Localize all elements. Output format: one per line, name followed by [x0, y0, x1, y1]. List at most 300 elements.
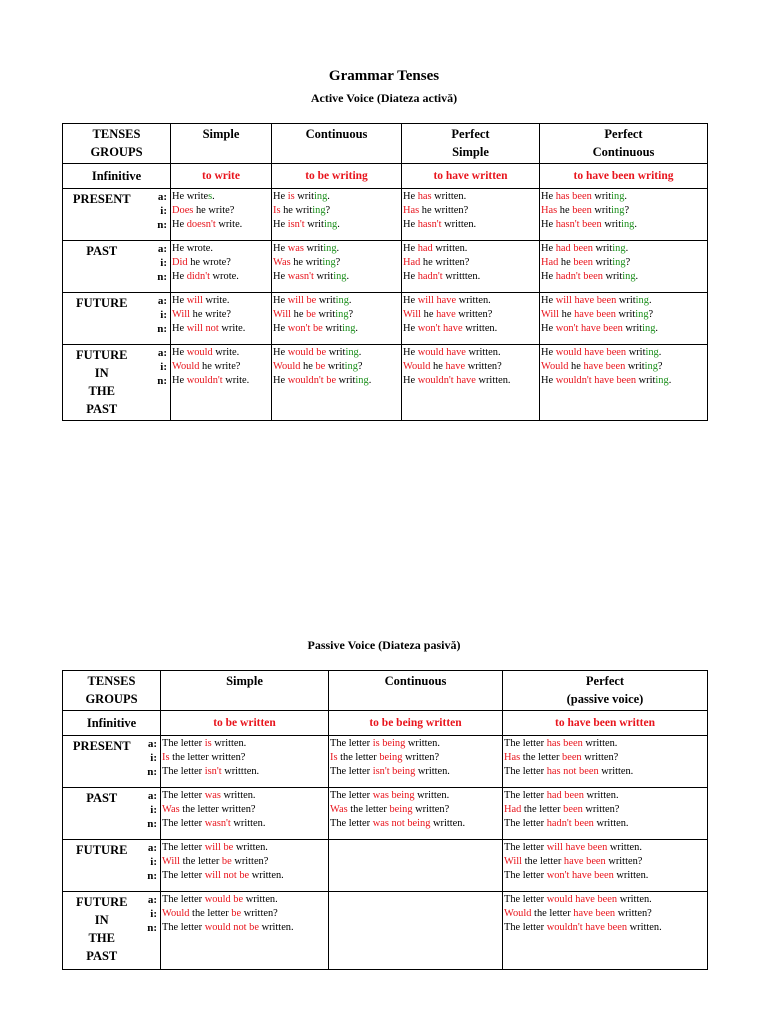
auxiliary-text: will [186, 295, 203, 306]
plain-text: written. [405, 738, 440, 749]
plain-text: ? [648, 309, 654, 320]
example-sentence [403, 346, 539, 360]
example-sentence [273, 346, 401, 360]
auxiliary-text: wouldn't have [417, 375, 476, 386]
auxiliary-text: Will [172, 309, 191, 320]
example-sentence [403, 308, 539, 322]
ending-text: s [208, 191, 213, 202]
example-sentence [330, 803, 502, 817]
sentence-type-labels [141, 736, 161, 788]
auxiliary-text: would have been [546, 894, 618, 905]
plain-text: he [557, 205, 573, 216]
sentence-type-label: n: [157, 271, 167, 283]
plain-text: ? [624, 205, 630, 216]
auxiliary-text: isn't [204, 766, 222, 777]
sentence-type-label: a: [157, 191, 167, 203]
auxiliary-text: will not be [204, 870, 250, 881]
example-sentence [172, 190, 271, 204]
passive-voice-subtitle: Passive Voice (Diateza pasivă) [307, 638, 461, 652]
plain-text: writ [625, 361, 645, 372]
plain-text: The letter [504, 738, 547, 749]
plain-text: written. [243, 894, 278, 905]
example-sentence [162, 841, 328, 855]
plain-text: . [336, 243, 340, 254]
sentence-type-labels [141, 241, 171, 293]
plain-text: The letter [162, 922, 205, 933]
auxiliary-text: Was [162, 804, 180, 815]
example-sentence [541, 346, 707, 360]
example-sentence [172, 322, 271, 336]
plain-text: The letter [162, 894, 205, 905]
example-sentence [172, 270, 271, 284]
plain-text: He [541, 323, 556, 334]
auxiliary-text: wouldn't be [287, 375, 337, 386]
example-cell [503, 736, 708, 788]
header-text: GROUPS [90, 145, 143, 159]
auxiliary-text: had [417, 243, 433, 254]
plain-text: He [403, 375, 418, 386]
tense-row [63, 241, 708, 293]
header-text: Perfect [604, 127, 643, 141]
plain-text: writ [322, 323, 343, 334]
infinitive-form: to have been written [503, 711, 708, 736]
plain-text: write. [215, 219, 243, 230]
example-sentence [541, 256, 707, 270]
plain-text: write. [212, 347, 240, 358]
plain-text: . [635, 271, 639, 282]
auxiliary-text: isn't being [372, 766, 416, 777]
example-sentence [504, 869, 707, 883]
infinitive-row [63, 164, 708, 189]
ending-text: ing [314, 191, 328, 202]
sentence-type-label: n: [147, 922, 157, 934]
infinitive-row [63, 711, 708, 736]
example-sentence [162, 893, 328, 907]
example-sentence [541, 190, 707, 204]
auxiliary-text: Had [541, 257, 559, 268]
auxiliary-text: would be [204, 894, 244, 905]
example-sentence [273, 374, 401, 388]
plain-text: writ [615, 309, 636, 320]
plain-text: written? [581, 752, 619, 763]
ending-text: ing [335, 309, 349, 320]
auxiliary-text: will be [287, 295, 317, 306]
plain-text: He [172, 295, 187, 306]
tense-text: PAST [86, 949, 118, 963]
plain-text: . [648, 295, 652, 306]
example-sentence [172, 346, 271, 360]
auxiliary-text: Has [504, 752, 521, 763]
plain-text: writ [622, 323, 643, 334]
auxiliary-text: Had [504, 804, 522, 815]
example-sentence [403, 270, 539, 284]
auxiliary-text: Will [504, 856, 523, 867]
auxiliary-text: wasn't [204, 818, 231, 829]
plain-text: written. [465, 347, 501, 358]
example-sentence [330, 789, 502, 803]
tense-row [63, 345, 708, 421]
plain-text: He [541, 295, 556, 306]
auxiliary-text: hadn't been [546, 818, 594, 829]
plain-text: written. [593, 818, 629, 829]
example-cell [272, 293, 402, 345]
auxiliary-text: was [204, 790, 221, 801]
plain-text: He [172, 271, 187, 282]
plain-text: He [403, 219, 418, 230]
auxiliary-text: Has [403, 205, 420, 216]
example-cell [161, 840, 329, 892]
auxiliary-text: will not [186, 323, 219, 334]
plain-text: The letter [504, 894, 547, 905]
plain-text: He [541, 271, 556, 282]
ending-text: ing [322, 257, 336, 268]
plain-text: written. [617, 894, 652, 905]
plain-text: written. [441, 219, 477, 230]
auxiliary-text: has been [546, 738, 583, 749]
sentence-type-label: i: [160, 309, 167, 321]
auxiliary-text: won't have been [546, 870, 614, 881]
infinitive-form: to be written [161, 711, 329, 736]
plain-text: written. [258, 922, 294, 933]
sentence-type-label: n: [157, 219, 167, 231]
tense-row [63, 788, 708, 840]
plain-text: writ [316, 295, 336, 306]
auxiliary-text: Was [330, 804, 348, 815]
auxiliary-text: be [221, 856, 232, 867]
auxiliary-text: is [287, 191, 295, 202]
sentence-type-label: i: [150, 804, 157, 816]
ending-text: ing [342, 323, 356, 334]
tense-text: THE [88, 384, 115, 398]
plain-text: written. [430, 818, 466, 829]
tense-name [63, 840, 141, 892]
column-header [540, 124, 708, 164]
plain-text: he writ [290, 257, 323, 268]
plain-text: writ [591, 191, 612, 202]
auxiliary-text: would [186, 347, 213, 358]
plain-text: He [541, 191, 556, 202]
plain-text: The letter [162, 766, 205, 777]
plain-text: He wrote. [172, 243, 213, 254]
example-sentence [162, 737, 328, 751]
auxiliary-text: Does [172, 205, 194, 216]
plain-text: write. [202, 295, 230, 306]
tense-name [63, 293, 141, 345]
plain-text: writ [602, 271, 623, 282]
infinitive-form: to have written [402, 164, 540, 189]
plain-text: He [403, 191, 418, 202]
example-sentence [162, 817, 328, 831]
plain-text: writ [336, 375, 356, 386]
auxiliary-text: had been [546, 790, 584, 801]
plain-text: he [421, 309, 437, 320]
sentence-type-label: a: [147, 738, 157, 750]
plain-text: writ [315, 309, 336, 320]
tense-text: PAST [86, 402, 118, 416]
auxiliary-text: has been [555, 191, 592, 202]
auxiliary-text: Did [172, 257, 188, 268]
plain-text: written? [615, 908, 652, 919]
plain-text: The letter [504, 818, 547, 829]
plain-text: . [624, 191, 628, 202]
auxiliary-text: Is [330, 752, 338, 763]
tense-text: THE [88, 931, 115, 945]
plain-text: ? [625, 257, 631, 268]
ending-text: ing [312, 205, 326, 216]
column-header [272, 124, 402, 164]
sentence-type-label: a: [147, 894, 157, 906]
auxiliary-text: hasn't [417, 219, 442, 230]
plain-text: . [368, 375, 372, 386]
plain-text: . [327, 191, 330, 202]
plain-text: the letter [347, 804, 390, 815]
example-sentence [403, 374, 539, 388]
auxiliary-text: won't have been [555, 323, 623, 334]
example-sentence [504, 751, 707, 765]
tense-text: FUTURE [76, 348, 128, 362]
auxiliary-text: was [287, 243, 304, 254]
plain-text: He [403, 243, 418, 254]
example-sentence [172, 242, 271, 256]
auxiliary-text: be [231, 908, 242, 919]
auxiliary-text: Would [273, 361, 301, 372]
plain-text: He [541, 375, 556, 386]
ending-text: ing [645, 347, 659, 358]
plain-text: The letter [162, 738, 205, 749]
auxiliary-text: being [379, 752, 403, 763]
example-sentence [504, 907, 707, 921]
header-text: TENSES [87, 674, 136, 688]
plain-text: He write [172, 191, 209, 202]
sentence-type-label: a: [147, 790, 157, 802]
plain-text: written. [456, 295, 491, 306]
auxiliary-text: didn't [186, 271, 210, 282]
example-sentence [541, 204, 707, 218]
example-sentence [162, 803, 328, 817]
auxiliary-text: would not be [204, 922, 259, 933]
example-sentence [172, 374, 271, 388]
plain-text: written? [582, 804, 620, 815]
header-row [63, 671, 708, 711]
header-text: Simple [226, 674, 263, 688]
ending-text: ing [323, 243, 337, 254]
example-cell [402, 241, 540, 293]
example-sentence [172, 360, 271, 374]
sentence-type-label: i: [160, 257, 167, 269]
plain-text: The letter [330, 766, 373, 777]
plain-text: he write? [190, 309, 232, 320]
plain-text: The letter [504, 766, 547, 777]
plain-text: he wrote? [187, 257, 231, 268]
example-sentence [541, 360, 707, 374]
example-sentence [162, 869, 328, 883]
plain-text: . [358, 347, 362, 358]
example-cell [329, 736, 503, 788]
plain-text: he writ [280, 205, 313, 216]
ending-text: ing [344, 361, 358, 372]
auxiliary-text: hasn't been [555, 219, 602, 230]
auxiliary-text: Would [541, 361, 569, 372]
auxiliary-text: wasn't [287, 271, 314, 282]
auxiliary-text: be [306, 309, 316, 320]
plain-text: The letter [330, 738, 373, 749]
example-cell [329, 840, 503, 892]
example-sentence [162, 789, 328, 803]
example-sentence [504, 803, 707, 817]
auxiliary-text: hadn't [417, 271, 443, 282]
infinitive-form: to have been writing [540, 164, 708, 189]
example-cell [540, 189, 708, 241]
plain-text: He [273, 243, 288, 254]
auxiliary-text: Was [273, 257, 291, 268]
auxiliary-text: have been [563, 856, 606, 867]
plain-text: written. [583, 790, 619, 801]
plain-text: He [273, 271, 288, 282]
example-cell [171, 189, 272, 241]
plain-text: written. [230, 818, 266, 829]
plain-text: he [568, 361, 584, 372]
sentence-type-labels [141, 892, 161, 970]
sentence-type-label: n: [157, 375, 167, 387]
plain-text: The letter [330, 818, 373, 829]
plain-text: The letter [162, 842, 205, 853]
plain-text: the letter written? [169, 752, 246, 763]
example-sentence [172, 308, 271, 322]
plain-text: written. [582, 738, 618, 749]
example-cell [540, 241, 708, 293]
example-cell [503, 892, 708, 970]
example-sentence [273, 204, 401, 218]
plain-text: writ [616, 295, 636, 306]
plain-text: He [403, 295, 418, 306]
plain-text: the letter [520, 752, 563, 763]
example-sentence [162, 921, 328, 935]
example-sentence [504, 841, 707, 855]
plain-text: . [346, 271, 350, 282]
plain-text: The letter [162, 870, 205, 881]
auxiliary-text: have [445, 361, 466, 372]
auxiliary-text: have [436, 309, 456, 320]
ending-text: ing [622, 271, 636, 282]
auxiliary-text: be [315, 361, 326, 372]
plain-text: written. [414, 790, 450, 801]
auxiliary-text: will have been [546, 842, 608, 853]
plain-text: writ [636, 375, 656, 386]
plain-text: . [658, 347, 662, 358]
example-sentence [172, 218, 271, 232]
plain-text: . [355, 323, 359, 334]
example-sentence [330, 817, 502, 831]
plain-text: . [348, 295, 352, 306]
example-cell [540, 293, 708, 345]
example-sentence [162, 765, 328, 779]
example-sentence [403, 204, 539, 218]
auxiliary-text: wouldn't have been [555, 375, 637, 386]
auxiliary-text: being [389, 804, 413, 815]
plain-text: writ [303, 243, 324, 254]
tense-text: IN [94, 913, 109, 927]
infinitive-label: Infinitive [63, 164, 171, 189]
example-cell [402, 293, 540, 345]
plain-text: He [403, 323, 418, 334]
plain-text: The letter [504, 842, 547, 853]
example-cell [272, 241, 402, 293]
sentence-type-label: n: [147, 870, 157, 882]
auxiliary-text: is being [372, 738, 406, 749]
plain-text: written. [249, 870, 284, 881]
active-voice-subtitle: Active Voice (Diateza activă) [310, 91, 458, 105]
header-text: Simple [452, 145, 489, 159]
column-header [161, 671, 329, 711]
example-sentence [541, 308, 707, 322]
tense-name [63, 345, 141, 421]
plain-text: the letter [531, 908, 574, 919]
example-sentence [403, 294, 539, 308]
passive-voice-table [62, 670, 708, 970]
sentence-type-label: i: [160, 205, 167, 217]
plain-text: He [172, 323, 187, 334]
tense-text: PAST [86, 791, 118, 805]
plain-text: written. [475, 375, 511, 386]
auxiliary-text: will have [417, 295, 457, 306]
auxiliary-text: been [562, 752, 582, 763]
header-row [63, 124, 708, 164]
plain-text: He [403, 271, 418, 282]
tense-text: FUTURE [76, 296, 128, 310]
tense-text: FUTURE [76, 843, 128, 857]
sentence-type-labels [141, 189, 171, 241]
ending-text: ing [335, 295, 349, 306]
plain-text: he written? [420, 257, 470, 268]
plain-text: He [273, 191, 288, 202]
example-sentence [403, 360, 539, 374]
plain-text: ? [335, 257, 341, 268]
header-text: Continuous [305, 127, 368, 141]
sentence-type-label: a: [157, 347, 167, 359]
auxiliary-text: will be [204, 842, 234, 853]
plain-text: he write? [199, 361, 241, 372]
header-text: Perfect [585, 674, 625, 688]
plain-text: the letter [522, 856, 564, 867]
tense-text: FUTURE [76, 895, 128, 909]
example-sentence [172, 204, 271, 218]
plain-text: wrote. [209, 271, 239, 282]
auxiliary-text: will have been [555, 295, 617, 306]
tense-row [63, 840, 708, 892]
auxiliary-text: would be [287, 347, 327, 358]
plain-text: written? [605, 856, 643, 867]
auxiliary-text: has not been [546, 766, 599, 777]
example-sentence [403, 242, 539, 256]
plain-text: written. [211, 738, 247, 749]
auxiliary-text: would have [417, 347, 466, 358]
plain-text: writ [325, 361, 345, 372]
auxiliary-text: Will [273, 309, 292, 320]
example-cell [503, 788, 708, 840]
plain-text: written. [220, 790, 256, 801]
auxiliary-text: doesn't [186, 219, 216, 230]
example-cell [272, 189, 402, 241]
example-cell [272, 345, 402, 421]
auxiliary-text: Will [403, 309, 422, 320]
example-cell [329, 892, 503, 970]
plain-text: writ [592, 243, 613, 254]
auxiliary-text: isn't [287, 219, 305, 230]
plain-text: written. [415, 766, 450, 777]
example-cell [171, 241, 272, 293]
plain-text: writ [294, 191, 314, 202]
ending-text: ing [635, 295, 649, 306]
